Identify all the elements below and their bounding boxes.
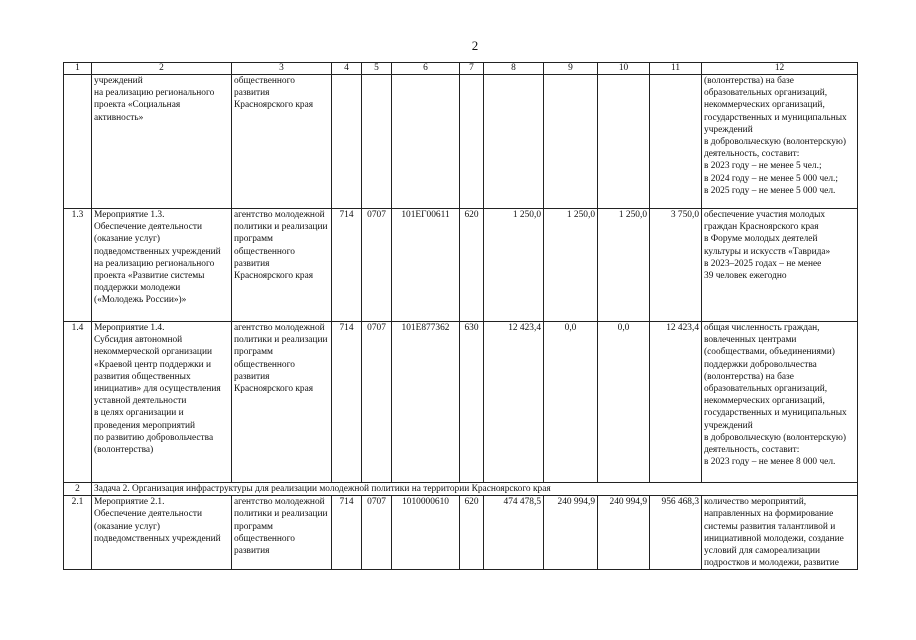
result-cell: общая численность граждан, вовлеченных центрами (сообществами, объединениями) поддержки добровольчества (волонтерства) на базе образовательных организаций, некоммерческих организаций, государственных и муниципальных учреждений в добровольческую (волонтерскую) деятельность, составит: в 2023 году – не менее 8 000 чел.	[702, 322, 858, 483]
csr-cell: 1010000610	[392, 496, 460, 570]
vr-cell	[460, 75, 484, 209]
rzpr-cell	[362, 75, 392, 209]
header-cell: 3	[232, 63, 332, 75]
csr-cell: 101Е877362	[392, 322, 460, 483]
csr-cell: 101ЕГ00611	[392, 209, 460, 322]
header-row	[64, 63, 858, 75]
result-cell: (волонтерства) на базе образовательных организаций, некоммерческих организаций, государственных и муниципальных учреждений в добровольческую (волонтерскую) деятельность, составит: в 2023 году – не менее 5 чел.; в 2024 году – не менее 5 000 чел.; в 2025 году – не менее 5 000 чел.	[702, 75, 858, 209]
row-number: 1.3	[64, 209, 92, 322]
header-cell: 4	[332, 63, 362, 75]
amount-total-cell: 3 750,0	[650, 209, 702, 322]
amount-2023-cell: 1 250,0	[484, 209, 544, 322]
amount-2024-cell	[544, 75, 598, 209]
rzpr-cell: 0707	[362, 322, 392, 483]
amount-total-cell: 12 423,4	[650, 322, 702, 483]
executor-cell: агентство молодежной политики и реализации программ общественного развития	[232, 496, 332, 570]
amount-2023-cell: 12 423,4	[484, 322, 544, 483]
header-cell: 7	[460, 63, 484, 75]
header-cell: 2	[92, 63, 232, 75]
table-row	[64, 322, 858, 483]
header-cell: 5	[362, 63, 392, 75]
task-number: 2	[64, 483, 92, 496]
amount-2025-cell: 240 994,9	[598, 496, 650, 570]
amount-2023-cell	[484, 75, 544, 209]
amount-2025-cell	[598, 75, 650, 209]
amount-2024-cell: 1 250,0	[544, 209, 598, 322]
row-number: 2.1	[64, 496, 92, 570]
page-number: 2	[471, 38, 479, 53]
amount-total-cell: 956 468,3	[650, 496, 702, 570]
executor-cell: общественного развития Красноярского края	[232, 75, 332, 209]
result-cell: обеспечение участия молодых граждан Красноярского края в Форуме молодых деятелей культуры и искусств «Таврида» в 2023–2025 годах – не менее 39 человек ежегодно	[702, 209, 858, 322]
measure-cell: Мероприятие 1.4. Субсидия автономной некоммерческой организации «Краевой центр поддержки и развития общественных инициатив» для осуществления уставной деятельности в целях организации и проведения мероприятий по развитию добровольчества (волонтерства)	[92, 322, 232, 483]
vr-cell: 620	[460, 496, 484, 570]
grbs-cell: 714	[332, 496, 362, 570]
rzpr-cell: 0707	[362, 209, 392, 322]
measure-cell: учреждений на реализацию регионального проекта «Социальная активность»	[92, 75, 232, 209]
header-cell: 10	[598, 63, 650, 75]
table-row	[64, 496, 858, 570]
executor-cell: агентство молодежной политики и реализации программ общественного развития Красноярского края	[232, 209, 332, 322]
grbs-cell	[332, 75, 362, 209]
grbs-cell: 714	[332, 322, 362, 483]
vr-cell: 630	[460, 322, 484, 483]
measure-cell: Мероприятие 1.3. Обеспечение деятельности (оказание услуг) подведомственных учреждений на реализацию регионального проекта «Развитие системы поддержки молодежи («Молодежь России»)»	[92, 209, 232, 322]
table-row	[64, 209, 858, 322]
csr-cell	[392, 75, 460, 209]
header-cell: 11	[650, 63, 702, 75]
row-number	[64, 75, 92, 209]
measure-cell: Мероприятие 2.1. Обеспечение деятельности (оказание услуг) подведомственных учреждений	[92, 496, 232, 570]
result-cell: количество мероприятий, направленных на формирование системы развития талантливой и инициативной молодежи, создание условий для самореализации подростков и молодежи, развитие	[702, 496, 858, 570]
header-cell: 1	[64, 63, 92, 75]
amount-2025-cell: 1 250,0	[598, 209, 650, 322]
row-number: 1.4	[64, 322, 92, 483]
table-row	[64, 75, 858, 209]
grbs-cell: 714	[332, 209, 362, 322]
rzpr-cell: 0707	[362, 496, 392, 570]
task-row	[64, 483, 858, 496]
measures-table	[63, 62, 858, 570]
vr-cell: 620	[460, 209, 484, 322]
amount-2025-cell: 0,0	[598, 322, 650, 483]
amount-2023-cell: 474 478,5	[484, 496, 544, 570]
header-cell: 6	[392, 63, 460, 75]
task-title: Задача 2. Организация инфраструктуры для реализации молодежной политики на территории Красноярского края	[92, 483, 858, 496]
amount-2024-cell: 240 994,9	[544, 496, 598, 570]
executor-cell: агентство молодежной политики и реализации программ общественного развития Красноярского края	[232, 322, 332, 483]
amount-total-cell	[650, 75, 702, 209]
header-cell: 9	[544, 63, 598, 75]
header-cell: 12	[702, 63, 858, 75]
header-cell: 8	[484, 63, 544, 75]
amount-2024-cell: 0,0	[544, 322, 598, 483]
